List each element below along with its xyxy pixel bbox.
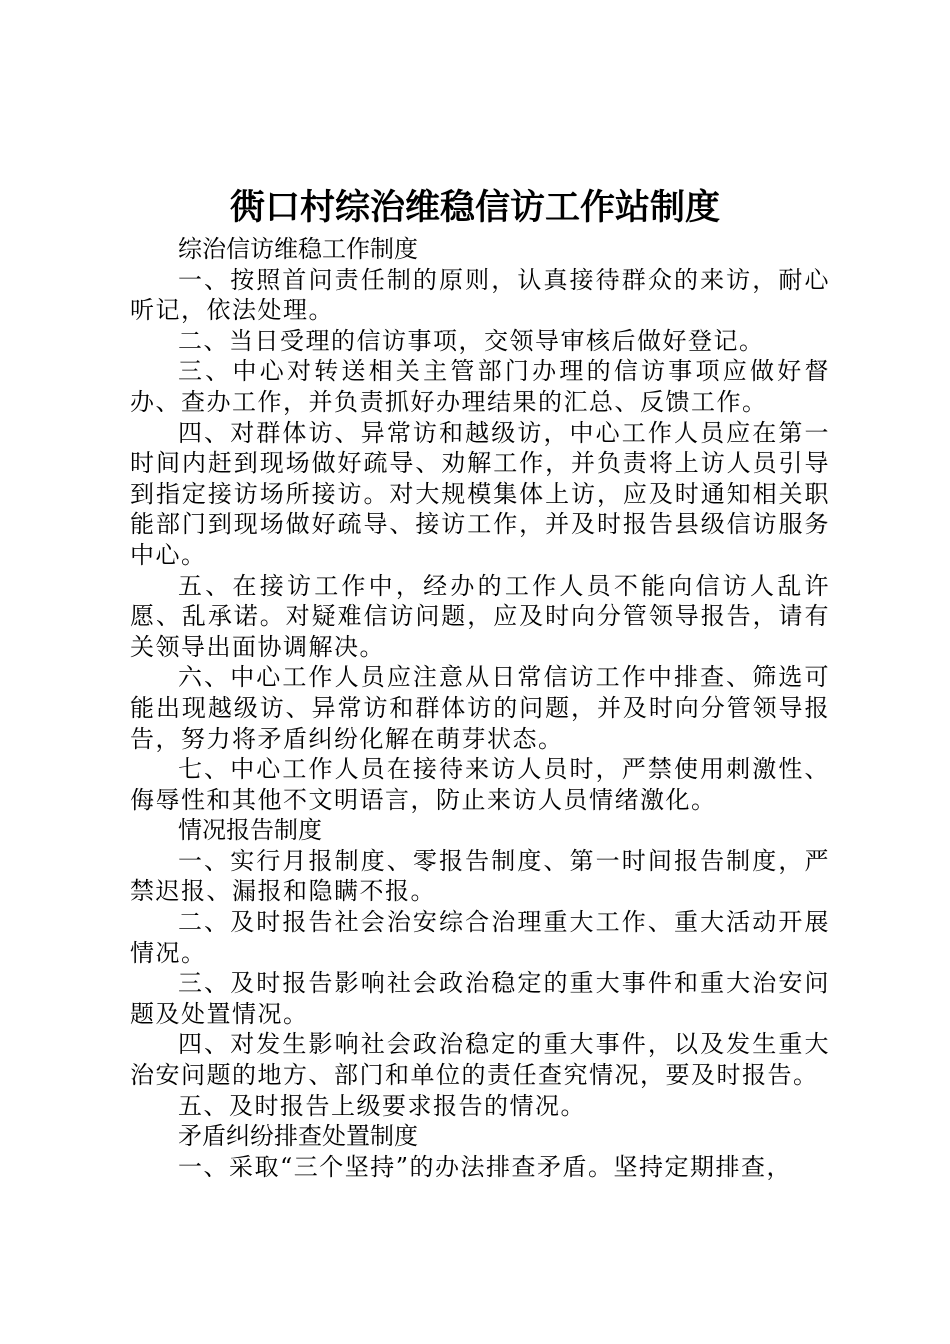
paragraph: 一、采取“三个坚持”的办法排查矛盾。坚持定期排查， (178, 1152, 793, 1181)
paragraph: 三、中心对转送相关主管部门办理的信访事项应做好督办、查办工作，并负责抓好办理结果的汇总、反馈工作。 (130, 357, 830, 416)
paragraph: 四、对群体访、异常访和越级访，中心工作人员应在第一时间内赶到现场做好疏导、劝解工作，并负责将上访人员引导到指定接访场所接访。对大规模集体上访，应及时通知相关职能部门到现场做好疏导、接访工作，并及时报告县级信访服务中心。 (130, 418, 830, 569)
paragraph: 二、及时报告社会治安综合治理重大工作、重大活动开展情况。 (130, 908, 830, 967)
paragraph: 二、当日受理的信访事项，交领导审核后做好登记。 (178, 326, 765, 355)
paragraph: 七、中心工作人员在接待来访人员时，严禁使用刺激性、侮辱性和其他不文明语言，防止来访人员情绪激化。 (130, 755, 830, 814)
paragraph: 一、实行月报制度、零报告制度、第一时间报告制度，严禁迟报、漏报和隐瞒不报。 (130, 846, 830, 906)
paragraph: 一、按照首问责任制的原则，认真接待群众的来访，耐心听记，依法处理。 (130, 265, 830, 325)
document-title: 衖口村综治维稳信访工作站制度 (229, 187, 720, 228)
document-body (130, 234, 830, 1182)
paragraph: 六、中心工作人员应注意从日常信访工作中排查、筛选可能出现越级访、异常访和群体访的问题，并及时向分管领导报告，努力将矛盾纠纷化解在萌芽状态。 (130, 663, 830, 753)
paragraph: 三、及时报告影响社会政治稳定的重大事件和重大治安问题及处置情况。 (130, 969, 830, 1028)
section-heading: 矛盾纠纷排查处置制度 (178, 1122, 418, 1151)
paragraph: 五、及时报告上级要求报告的情况。 (178, 1091, 586, 1120)
section-heading: 综治信访维稳工作制度 (178, 235, 418, 263)
paragraph: 四、对发生影响社会政治稳定的重大事件，以及发生重大治安问题的地方、部门和单位的责任查究情况，要及时报告。 (130, 1030, 830, 1090)
section-heading: 情况报告制度 (178, 816, 322, 845)
paragraph: 五、在接访工作中，经办的工作人员不能向信访人乱许愿、乱承诺。对疑难信访问题，应及时向分管领导报告，请有关领导出面协调解决。 (130, 571, 830, 661)
